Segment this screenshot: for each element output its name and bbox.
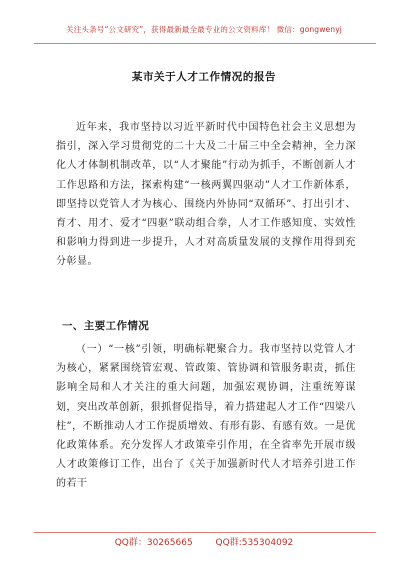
footer — [0, 535, 408, 548]
footer-divider — [34, 532, 376, 533]
promo-banner: 关注头条号“公文研究”，获得最新最全最专业的公文资料库！ 微信：gongwenyj — [66, 25, 342, 34]
intro-paragraph: 近年来，我市坚持以习近平新时代中国特色社会主义思想为指引，深入学习贯彻党的二十大及二十届三中全会精神，全力深化人才体制机制改革，以“人才聚能”行动为抓手，不断创新人才工作思路和方法，探索构建“一核两翼四驱动”人才工作新体系，即坚持以党管人才为核心、围绕内外协同“双循环”、打出引才、育才、用才、爱才“四驱”联动组合拳，人才工作感知度、实效性和影响力得到进一步提升，人才对高质量发展的支撑作用得到充分彰显。 — [56, 122, 356, 268]
footer-qq-group-2: QQ群:535304092 — [215, 538, 294, 548]
document-title: 某市关于人才工作情况的报告 — [131, 71, 277, 83]
header-divider — [34, 43, 376, 44]
section-heading: 一、主要工作情况 — [62, 320, 150, 332]
footer-qq-group-1: QQ群：30265665 — [114, 538, 193, 548]
body-paragraph: （一）“一核”引领，明确标靶聚合力。我市坚持以党管人才为核心，紧紧围绕管宏观、管政策、管协调和管服务职责，抓住影响全局和人才关注的重大问题，加强宏观协调，注重统筹谋划，突出改革创新，狠抓督促指导，着力搭建起人才工作“四梁八柱”，不断推动人才工作提质增效、有形有影、有感有效。一是优化政策体系。充分发挥人才政策牵引作用，在全省率先开展市级人才政策修订工作，出台了《关于加强新时代人才培养引进工作的若干 — [56, 344, 356, 490]
